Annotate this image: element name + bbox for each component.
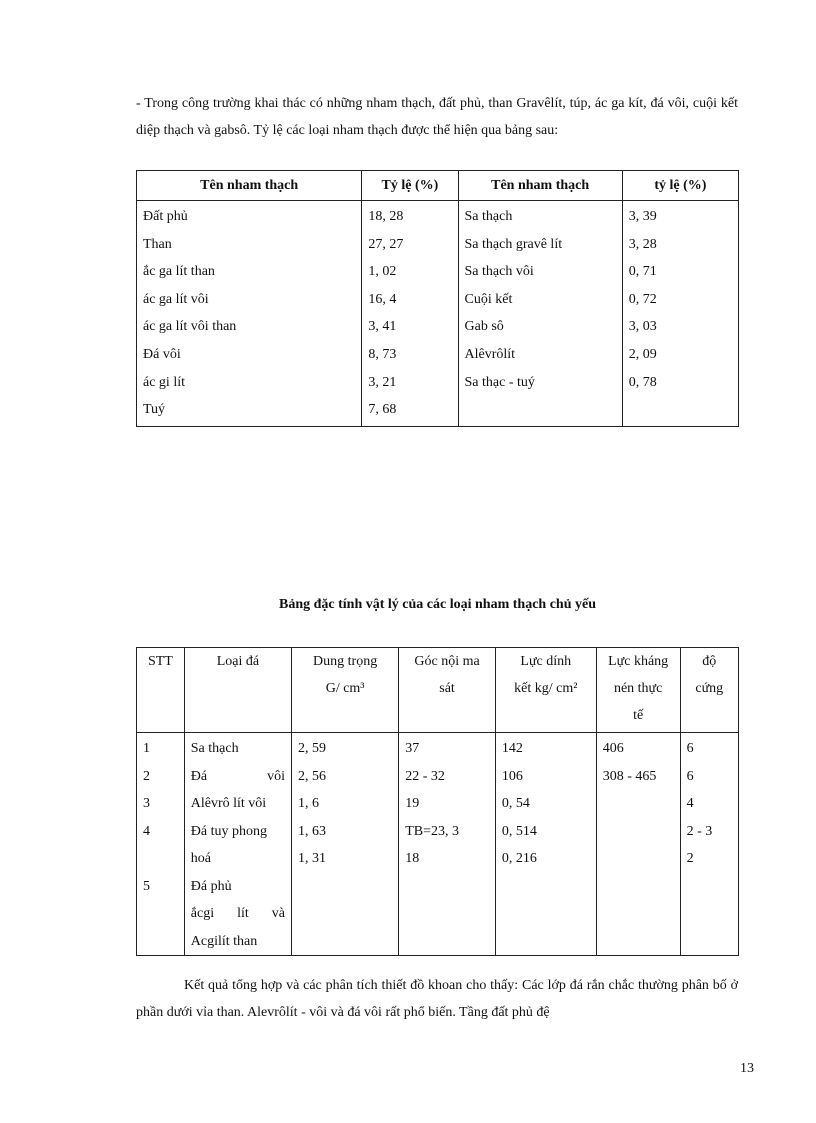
table-cell: 0, 54	[501, 796, 530, 811]
table-cell: ắcgi lít và	[190, 906, 285, 921]
table-cell: 3, 41	[368, 319, 397, 335]
header-compressive-strength: Lực kháng nén thực tế	[596, 648, 680, 733]
table-cell: 1, 02	[368, 264, 397, 280]
table-cell: 0, 71	[628, 264, 657, 280]
table-cell: 2, 59	[298, 741, 326, 756]
table-cell: Gab sô	[464, 319, 504, 335]
header-stt: STT	[137, 648, 185, 733]
table-cell: 1, 6	[298, 796, 319, 811]
table-cell: 19	[405, 796, 420, 811]
table-cell: 1	[143, 741, 150, 756]
ratio-column-1	[362, 201, 458, 427]
table-cell: 2 - 3	[686, 823, 713, 839]
rock-ratio-table	[136, 170, 739, 427]
table-cell: 22 - 32	[405, 768, 445, 784]
table-cell: 4	[686, 796, 694, 811]
header-cohesion: Lực dính kết kg/ cm²	[495, 648, 596, 733]
table-cell: 6	[686, 768, 694, 784]
table-cell: hoá	[190, 851, 211, 866]
header-rock-name-1: Tên nham thạch	[137, 171, 362, 201]
table-cell: Alêvrôlít	[464, 346, 516, 362]
table-cell: Đất phủ	[143, 209, 188, 224]
hardness-column	[680, 733, 738, 956]
table-cell: ác ga lít vôi than	[143, 319, 237, 335]
table-cell: 8, 73	[368, 346, 397, 362]
table-cell: Sa thạch	[190, 741, 239, 756]
table-cell: Sa thạch vôi	[464, 264, 534, 280]
header-ratio-2: tỷ lệ (%)	[622, 171, 738, 201]
table-cell: 3, 21	[368, 374, 397, 390]
table-cell: ác gi lít	[143, 374, 185, 390]
table-cell: TB=23, 3	[405, 823, 460, 839]
table-body-row	[137, 733, 739, 956]
table-header-row	[137, 648, 739, 733]
table-cell: Than	[143, 236, 172, 252]
table-cell: 2	[143, 768, 150, 784]
table-cell: 16, 4	[368, 291, 397, 307]
table-cell: 7, 68	[368, 402, 397, 418]
intro-paragraph: - Trong công trường khai thác có những nham thạch, đất phủ, than Gravêlít, túp, ác ga kít, đá vôi, cuội kết diệp thạch và gabsô. Tỷ lệ các loại nham thạch được thể hiện qua bảng sau:	[136, 96, 738, 138]
rock-name-column-2	[458, 201, 622, 427]
table-cell: 6	[686, 741, 694, 756]
table-cell: Sa thạch	[464, 209, 513, 224]
table-header-row	[137, 171, 739, 201]
table-cell: Cuội kết	[464, 291, 513, 307]
table-cell: 142	[501, 741, 523, 756]
rock-name-column-1	[137, 201, 362, 427]
density-column	[292, 733, 399, 956]
stt-column	[137, 733, 185, 956]
cohesion-column	[495, 733, 596, 956]
friction-angle-column	[399, 733, 496, 956]
conclusion-paragraph: Kết quả tổng hợp và các phân tích thiết đồ khoan cho thấy: Các lớp đá rắn chắc thường phân bố ở phần dưới vỉa than. Alevrôlít - vôi và đá vôi rất phổ biến. Tầng đất phủ đệ	[136, 978, 738, 1020]
table-cell: 3, 03	[628, 319, 657, 335]
table-cell: 0, 72	[628, 291, 657, 307]
header-friction-angle: Góc nội ma sát	[399, 648, 496, 733]
table-cell: 0, 514	[501, 823, 537, 839]
blank-line	[143, 845, 178, 873]
table-cell: Acgilít than	[190, 933, 258, 949]
table-cell: Sa thạc - tuý	[464, 374, 535, 390]
header-hardness: độ cứng	[680, 648, 738, 733]
table-cell: 3, 28	[628, 236, 657, 252]
table-cell: 4	[143, 823, 150, 839]
table-cell: 2	[686, 851, 694, 866]
table2-title: Bảng đặc tính vật lý của các loại nham thạch chủ yếu	[279, 597, 596, 612]
physical-properties-table	[136, 647, 739, 956]
table-body-row	[137, 201, 739, 427]
compressive-strength-column	[596, 733, 680, 956]
table-cell: 106	[501, 768, 523, 784]
page-number: 13	[740, 1061, 754, 1076]
table-cell: 308 - 465	[602, 768, 657, 784]
table-cell: Sa thạch gravê lít	[464, 236, 563, 252]
table-cell: 3	[143, 796, 150, 811]
header-ratio-1: Tỷ lệ (%)	[362, 171, 458, 201]
ratio-column-2	[622, 201, 738, 427]
table-cell: Tuý	[143, 402, 166, 418]
table-cell: 3, 39	[628, 209, 657, 224]
table-cell: Đá tuy phong	[190, 823, 267, 839]
table-cell: 2, 09	[628, 346, 657, 362]
table-cell: 27, 27	[368, 236, 404, 252]
table-cell: 5	[143, 878, 150, 894]
header-density: Dung trọng G/ cm³	[292, 648, 399, 733]
rock-type-column	[184, 733, 291, 956]
table-cell: Đá vôi	[190, 768, 285, 784]
table-cell: 1, 63	[298, 823, 326, 839]
table-cell: 37	[405, 741, 420, 756]
table-cell: ắc ga lít than	[143, 264, 215, 280]
table-cell: 0, 78	[628, 374, 657, 390]
table-cell: 18	[405, 851, 420, 866]
header-rock-name-2: Tên nham thạch	[458, 171, 622, 201]
table-cell: 18, 28	[368, 209, 404, 224]
header-rock-type: Loại đá	[184, 648, 291, 733]
table-cell: ác ga lít vôi	[143, 291, 209, 307]
table-cell: 0, 216	[501, 851, 537, 866]
table-cell: 406	[602, 741, 624, 756]
table-cell: Đá vôi	[143, 346, 181, 362]
table-cell: 2, 56	[298, 768, 326, 784]
table-cell: 1, 31	[298, 851, 326, 866]
table-cell: Alêvrô lít vôi	[190, 796, 267, 811]
table-cell: Đá phủ	[190, 878, 232, 894]
